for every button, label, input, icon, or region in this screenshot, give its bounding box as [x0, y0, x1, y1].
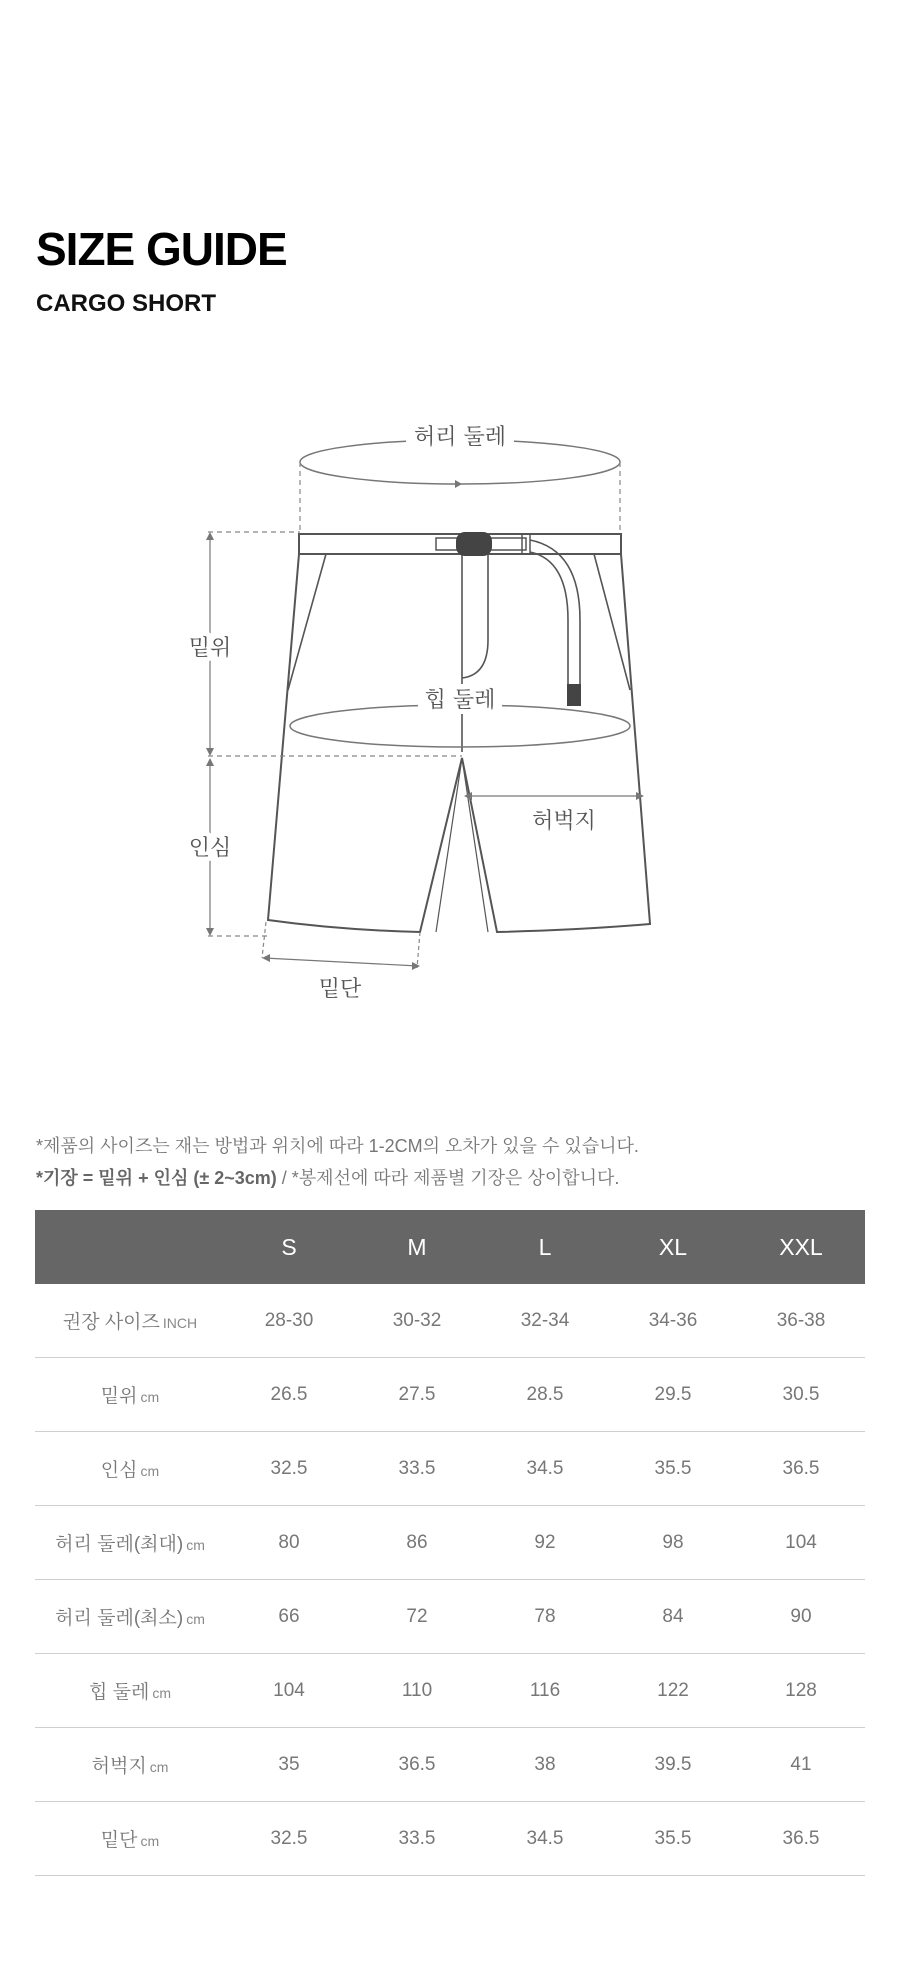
- table-cell: 84: [609, 1580, 737, 1654]
- header-size-xl: XL: [609, 1210, 737, 1284]
- table-cell: 36.5: [737, 1802, 865, 1876]
- header-size-m: M: [353, 1210, 481, 1284]
- table-cell: 104: [225, 1654, 353, 1728]
- row-label: 인심 cm: [35, 1432, 225, 1506]
- table-cell: 90: [737, 1580, 865, 1654]
- table-cell: 78: [481, 1580, 609, 1654]
- table-row: [35, 1580, 865, 1654]
- table-cell: 35.5: [609, 1432, 737, 1506]
- page-title: SIZE GUIDE: [36, 223, 287, 275]
- unit-text: cm: [186, 1537, 205, 1553]
- row-label: 허리 둘레(최대) cm: [35, 1506, 225, 1580]
- table-cell: 41: [737, 1728, 865, 1802]
- table-cell: 30-32: [353, 1284, 481, 1358]
- row-label: 밑단 cm: [35, 1802, 225, 1876]
- table-cell: 26.5: [225, 1358, 353, 1432]
- table-cell: 30.5: [737, 1358, 865, 1432]
- shorts-outline: [268, 533, 650, 932]
- header-size-l: L: [481, 1210, 609, 1284]
- note-length-formula-bold: *기장 = 밑위 + 인심 (± 2~3cm): [36, 1168, 277, 1188]
- table-cell: 86: [353, 1506, 481, 1580]
- waist-ellipse: [300, 422, 620, 532]
- table-row: [35, 1506, 865, 1580]
- rise-label: 밑위: [188, 636, 232, 661]
- row-label: 허리 둘레(최소) cm: [35, 1580, 225, 1654]
- table-cell: 36-38: [737, 1284, 865, 1358]
- unit-text: cm: [152, 1685, 171, 1701]
- table-cell: 29.5: [609, 1358, 737, 1432]
- unit-text: cm: [140, 1463, 160, 1479]
- header-size-xxl: XXL: [737, 1210, 865, 1284]
- note-length-formula: [36, 1162, 639, 1194]
- size-table-header: [35, 1210, 865, 1284]
- table-cell: 34-36: [609, 1284, 737, 1358]
- table-cell: 36.5: [353, 1728, 481, 1802]
- table-cell: 66: [225, 1580, 353, 1654]
- unit-text: cm: [149, 1759, 169, 1775]
- row-label: 허벅지 cm: [35, 1728, 225, 1802]
- table-cell: 72: [353, 1580, 481, 1654]
- table-cell: 28.5: [481, 1358, 609, 1432]
- table-cell: 32.5: [225, 1802, 353, 1876]
- table-row: [35, 1802, 865, 1876]
- table-cell: 98: [609, 1506, 737, 1580]
- table-cell: 35.5: [609, 1802, 737, 1876]
- header-size-s: S: [225, 1210, 353, 1284]
- table-cell: 34.5: [481, 1432, 609, 1506]
- table-cell: 110: [353, 1654, 481, 1728]
- table-cell: 122: [609, 1654, 737, 1728]
- size-notes: [36, 1130, 639, 1194]
- row-label: 밑위 cm: [35, 1358, 225, 1432]
- table-cell: 36.5: [737, 1432, 865, 1506]
- row-label: 권장 사이즈 INCH: [35, 1284, 225, 1358]
- unit-text: INCH: [162, 1315, 198, 1331]
- table-cell: 128: [737, 1654, 865, 1728]
- table-cell: 35: [225, 1728, 353, 1802]
- table-cell: 38: [481, 1728, 609, 1802]
- unit-text: cm: [186, 1611, 205, 1627]
- table-row: [35, 1284, 865, 1358]
- thigh-measure: [464, 792, 644, 834]
- table-cell: 39.5: [609, 1728, 737, 1802]
- table-row: [35, 1728, 865, 1802]
- table-cell: 32-34: [481, 1284, 609, 1358]
- unit-text: cm: [140, 1833, 160, 1849]
- unit-text: cm: [140, 1389, 160, 1405]
- table-row: [35, 1654, 865, 1728]
- table-cell: 33.5: [353, 1802, 481, 1876]
- table-cell: 34.5: [481, 1802, 609, 1876]
- note-measurement-tolerance: *제품의 사이즈는 재는 방법과 위치에 따라 1-2CM의 오차가 있을 수 있습니다.: [36, 1136, 639, 1156]
- table-row: [35, 1358, 865, 1432]
- product-name: CARGO SHORT: [36, 290, 216, 317]
- table-cell: 28-30: [225, 1284, 353, 1358]
- inseam-measure: [189, 758, 268, 936]
- table-cell: 92: [481, 1506, 609, 1580]
- table-cell: 33.5: [353, 1432, 481, 1506]
- note-length-formula-rest: / *봉제선에 따라 제품별 기장은 상이합니다.: [276, 1168, 620, 1188]
- hip-label: 힙 둘레: [424, 688, 496, 713]
- table-cell: 104: [737, 1506, 865, 1580]
- table-cell: 116: [481, 1654, 609, 1728]
- shorts-measurement-diagram: [0, 400, 900, 1020]
- hem-label: 밑단: [318, 977, 362, 1002]
- table-cell: 32.5: [225, 1432, 353, 1506]
- waist-label: 허리 둘레: [413, 425, 507, 450]
- row-label: 힙 둘레 cm: [35, 1654, 225, 1728]
- table-cell: 27.5: [353, 1358, 481, 1432]
- hem-measure: [262, 922, 420, 1002]
- table-cell: 80: [225, 1506, 353, 1580]
- rise-measure: [189, 532, 462, 756]
- size-table: [35, 1210, 865, 1876]
- table-row: [35, 1432, 865, 1506]
- inseam-label: 인심: [188, 836, 232, 861]
- header-blank: [35, 1210, 225, 1284]
- thigh-label: 허벅지: [532, 809, 596, 834]
